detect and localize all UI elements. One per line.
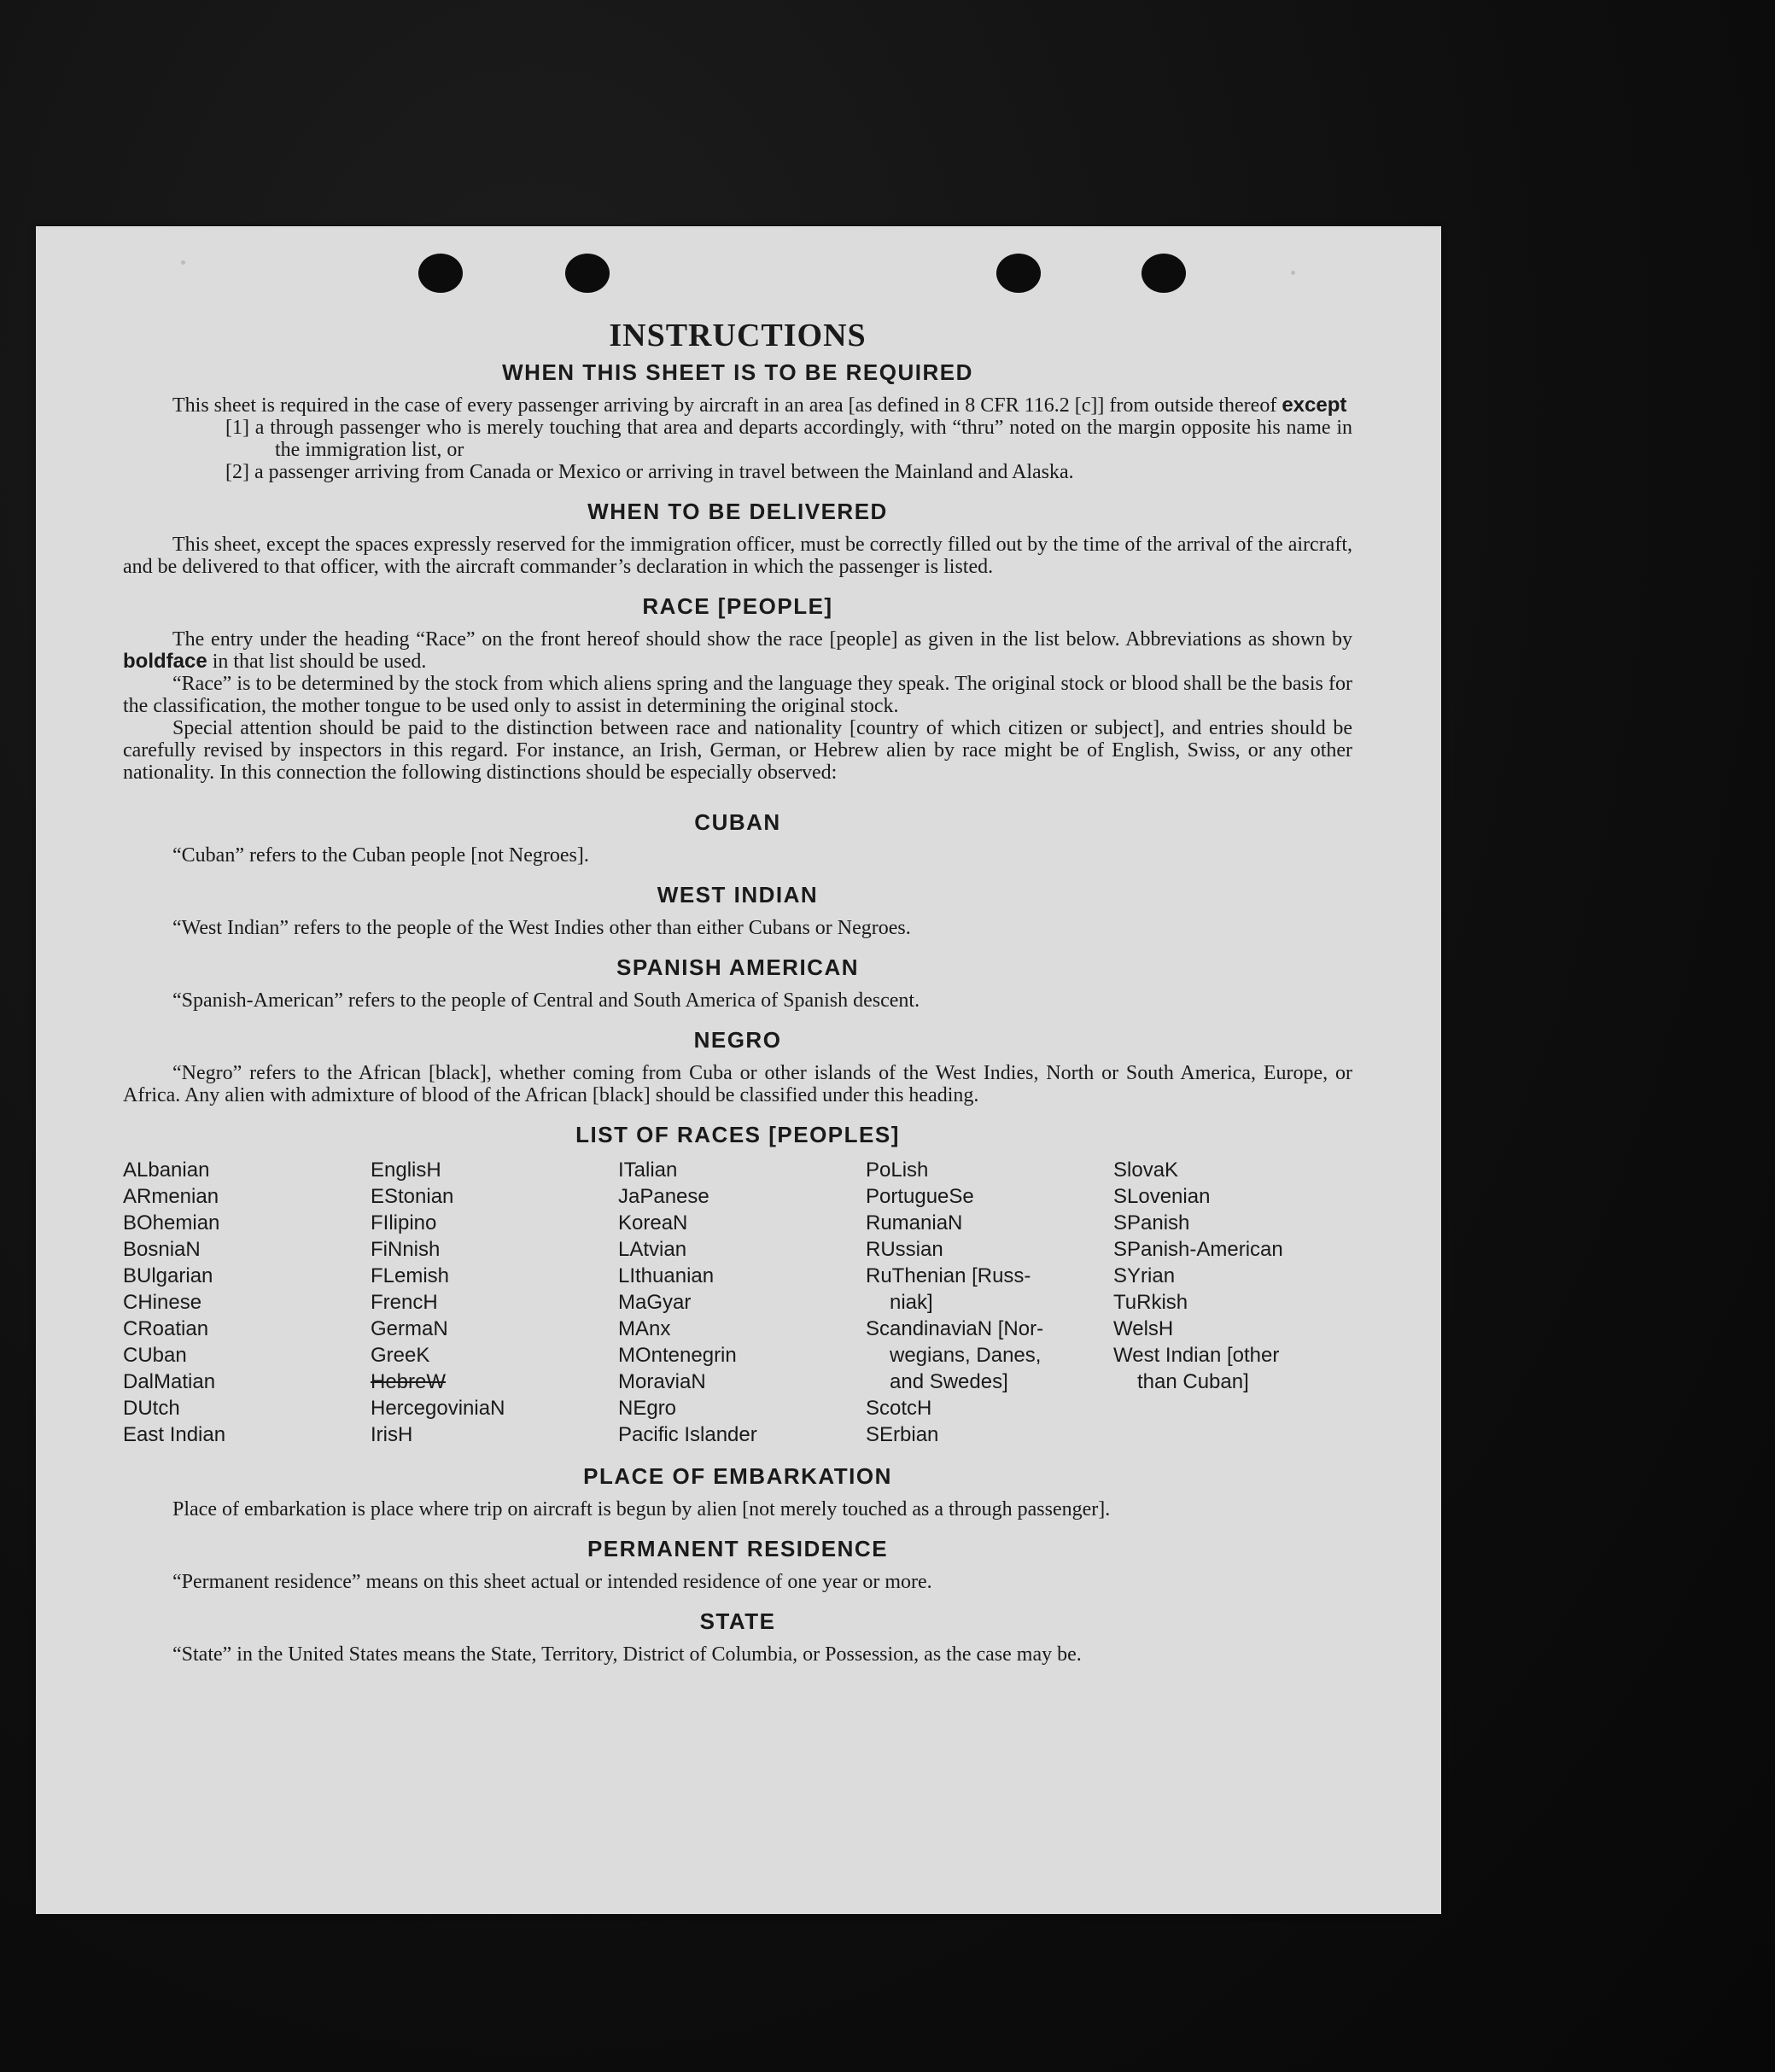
negro-text: “Negro” refers to the African [black], whether coming from Cuba or other islands of the West Indies, North or South America, Europe, or Africa. Any alien with admixture of blood of the African [black] should be classified under this heading. (123, 1062, 1352, 1106)
races-column-4 (866, 1157, 1105, 1448)
race-entry: RUssian (866, 1238, 943, 1261)
race-entry: MAnx (618, 1317, 671, 1340)
race-paragraph-2: “Race” is to be determined by the stock from which aliens spring and the language they speak. The original stock or blood shall be the basis for the classification, the mother tongue to be used only to assist in determining the original stock. (123, 673, 1352, 717)
race-entry: West Indian [other (1113, 1344, 1280, 1367)
race-entry: FIlipino (371, 1211, 437, 1234)
race-entry: PortugueSe (866, 1185, 974, 1208)
race-entry: SLovenian (1113, 1185, 1211, 1208)
race-entry-struck: HebreW (371, 1370, 447, 1393)
instructions-content (123, 317, 1352, 1666)
race-entry: ALbanian (123, 1159, 210, 1182)
race-entry: HercegoviniaN (371, 1397, 505, 1420)
race-entry: PoLish (866, 1159, 929, 1182)
race-entry: ITalian (618, 1159, 678, 1182)
page-title: INSTRUCTIONS (609, 318, 867, 353)
race-entry: GreeK (371, 1344, 430, 1367)
race-entry-continued: niak] (890, 1291, 933, 1314)
punch-hole (418, 254, 463, 293)
punch-hole (1141, 254, 1186, 293)
embarkation-text: Place of embarkation is place where trip on aircraft is begun by alien [not merely touched as a through passenger]. (172, 1498, 1111, 1520)
punch-hole (996, 254, 1041, 293)
race-entry: EStonian (371, 1185, 454, 1208)
heading-race: RACE [PEOPLE] (642, 593, 833, 619)
race-entry-continued: and Swedes] (890, 1370, 1008, 1393)
heading-state: STATE (699, 1608, 776, 1634)
required-item-1: [1] a through passenger who is merely touching that area and departs accordingly, with “thru” noted on the margin opposite his name in the immigration list, or (225, 417, 1352, 461)
race-entry: NEgro (618, 1397, 677, 1420)
race-entry: KoreaN (618, 1211, 688, 1234)
required-intro: This sheet is required in the case of every passenger arriving by aircraft in an area [as defined in 8 CFR 116.2 [c]] from outside thereof except (172, 394, 1347, 417)
heading-spanish-american: SPANISH AMERICAN (616, 954, 859, 980)
heading-required: WHEN THIS SHEET IS TO BE REQUIRED (502, 359, 973, 385)
race-entry: DUtch (123, 1397, 180, 1420)
races-list (123, 1157, 1352, 1448)
punch-hole (565, 254, 610, 293)
paper-speck (1291, 271, 1295, 275)
race-entry: MaGyar (618, 1291, 692, 1314)
state-text: “State” in the United States means the State, Territory, District of Columbia, or Possession, as the case may be. (172, 1643, 1082, 1666)
races-column-5 (1113, 1157, 1352, 1448)
race-entry: FLemish (371, 1264, 450, 1287)
heading-embarkation: PLACE OF EMBARKATION (583, 1463, 892, 1489)
races-column-3 (618, 1157, 857, 1448)
race-entry: ScotcH (866, 1397, 932, 1420)
race-entry: CHinese (123, 1291, 202, 1314)
races-column-1 (123, 1157, 362, 1448)
heading-delivered: WHEN TO BE DELIVERED (587, 499, 888, 524)
race-entry: DalMatian (123, 1370, 216, 1393)
race-entry: TuRkish (1113, 1291, 1188, 1314)
race-entry: FrencH (371, 1291, 438, 1314)
race-entry: BosniaN (123, 1238, 201, 1261)
race-entry: East Indian (123, 1423, 226, 1446)
race-entry: SPanish-American (1113, 1238, 1283, 1261)
race-entry: ScandinaviaN [Nor- (866, 1317, 1044, 1340)
race-entry: RuThenian [Russ- (866, 1264, 1031, 1287)
race-paragraph-3: Special attention should be paid to the distinction between race and nationality [country of which citizen or subject], and entries should be carefully revised by inspectors in this regard. For instance, an Irish, German, or Hebrew alien by race might be of English, Swiss, or any other nationality. In this connection the following distinctions should be especially observed: (123, 717, 1352, 784)
race-entry: RumaniaN (866, 1211, 963, 1234)
race-entry: SErbian (866, 1423, 939, 1446)
race-entry: ARmenian (123, 1185, 219, 1208)
race-entry: Pacific Islander (618, 1423, 757, 1446)
race-entry: WelsH (1113, 1317, 1174, 1340)
race-entry: LAtvian (618, 1238, 687, 1261)
document-page (36, 226, 1441, 1914)
race-entry: LIthuanian (618, 1264, 715, 1287)
heading-permanent-residence: PERMANENT RESIDENCE (587, 1536, 889, 1561)
heading-west-indian: WEST INDIAN (657, 882, 819, 908)
heading-negro: NEGRO (693, 1027, 782, 1053)
race-entry: CRoatian (123, 1317, 209, 1340)
race-entry: BOhemian (123, 1211, 220, 1234)
cuban-text: “Cuban” refers to the Cuban people [not Negroes]. (172, 844, 589, 867)
race-entry: IrisH (371, 1423, 413, 1446)
delivered-text: This sheet, except the spaces expressly reserved for the immigration officer, must be correctly filled out by the time of the arrival of the aircraft, and be delivered to that officer, with the aircraft commander’s declaration in which the passenger is listed. (123, 534, 1352, 578)
race-entry: MOntenegrin (618, 1344, 737, 1367)
required-item-2: [2] a passenger arriving from Canada or Mexico or arriving in travel between the Mainland and Alaska. (225, 461, 1074, 483)
spanish-american-text: “Spanish-American” refers to the people of Central and South America of Spanish descent. (172, 989, 920, 1012)
race-entry: JaPanese (618, 1185, 709, 1208)
residence-text: “Permanent residence” means on this sheet actual or intended residence of one year or more. (172, 1571, 932, 1593)
race-entry: SYrian (1113, 1264, 1176, 1287)
race-paragraph-1: The entry under the heading “Race” on the front hereof should show the race [people] as given in the list below. Abbreviations as shown by boldface in that list should be used. (123, 628, 1352, 673)
west-indian-text: “West Indian” refers to the people of the West Indies other than either Cubans or Negroes. (172, 917, 911, 939)
race-entry-continued: than Cuban] (1137, 1370, 1249, 1393)
races-column-2 (371, 1157, 610, 1448)
race-entry: BUlgarian (123, 1264, 213, 1287)
race-entry: EnglisH (371, 1159, 441, 1182)
race-entry: MoraviaN (618, 1370, 706, 1393)
race-entry: SlovaK (1113, 1159, 1179, 1182)
heading-cuban: CUBAN (694, 809, 781, 835)
race-entry: GermaN (371, 1317, 448, 1340)
race-entry-continued: wegians, Danes, (890, 1344, 1042, 1367)
race-entry: SPanish (1113, 1211, 1190, 1234)
race-entry: FiNnish (371, 1238, 441, 1261)
race-entry: CUban (123, 1344, 187, 1367)
paper-speck (181, 260, 185, 265)
heading-list-of-races: LIST OF RACES [PEOPLES] (575, 1122, 900, 1147)
